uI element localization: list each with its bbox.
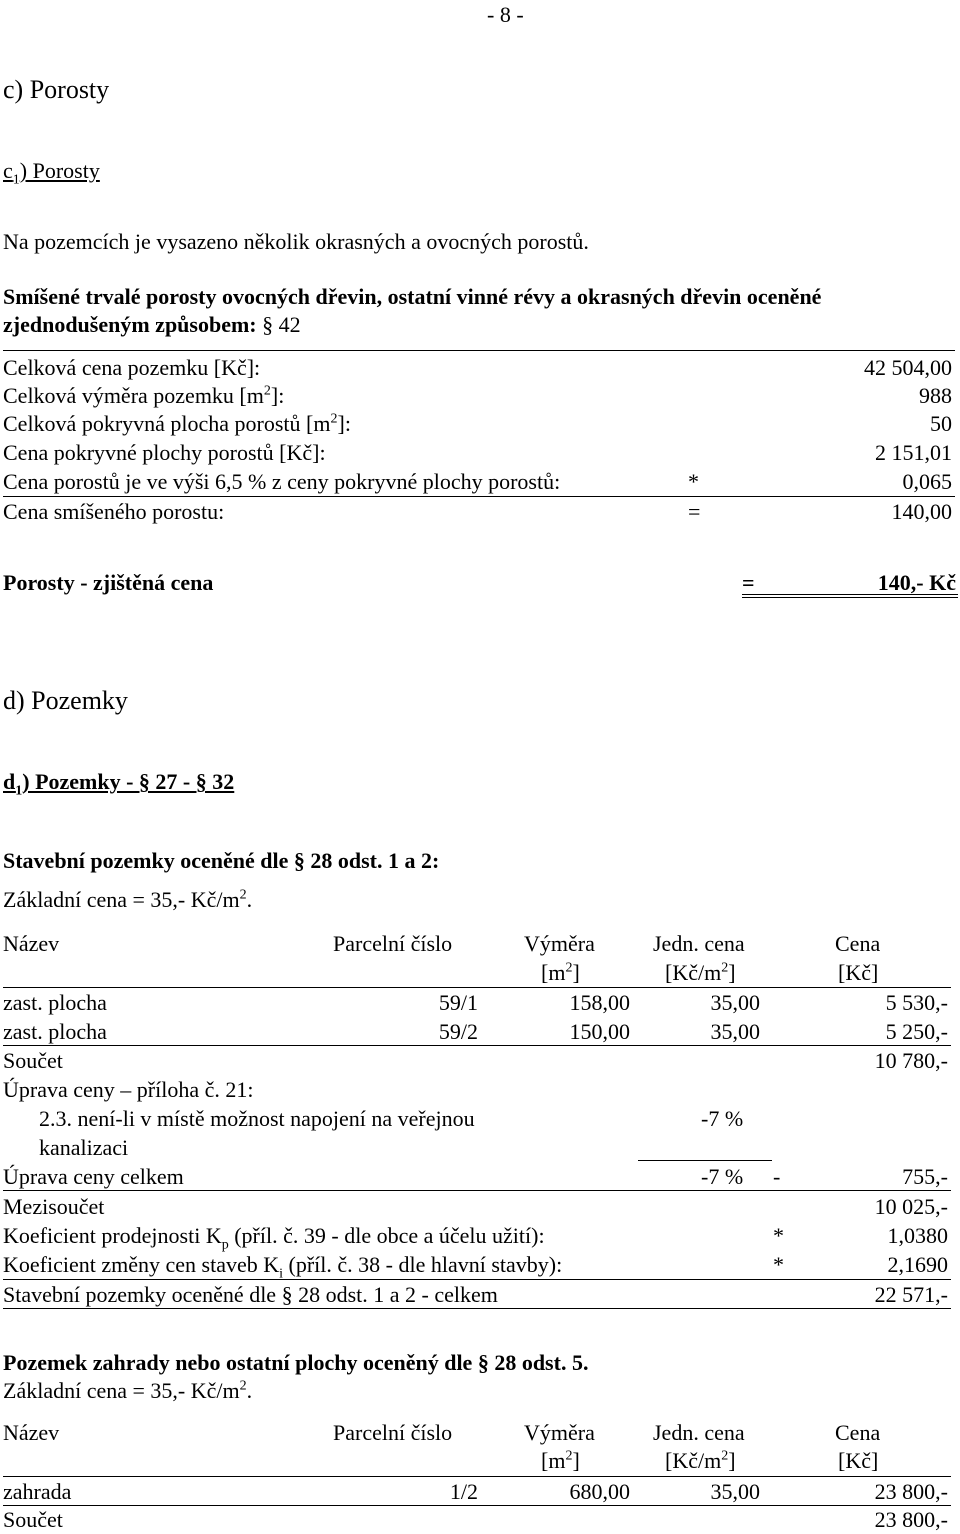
section-c1-heading: $c_1$) Porosty (3, 158, 100, 188)
zahrada-base-price: Základní cena = 35,- $Kč/m^2$. (3, 1378, 253, 1403)
column-header: Jedn. cena (653, 931, 745, 956)
result-underline (742, 597, 958, 598)
row-value: 50 (930, 411, 952, 436)
stavebni-total-value: 22 571,- (874, 1282, 948, 1307)
table-cell-price: 23 800,- (874, 1479, 948, 1504)
table-cell-name: zahrada (3, 1479, 72, 1504)
column-header: Název (3, 1420, 60, 1445)
table-cell-unit-price: 35,00 (710, 1019, 760, 1044)
table-cell-parcel: 1/2 (449, 1479, 478, 1504)
adjustment-total-value: 755,- (902, 1164, 948, 1189)
kp-value: 1,0380 (887, 1223, 948, 1248)
porosty-method-line1: Smíšené trvalé porosty ovocných dřevin, ostatní vinné révy a okrasných dřevin oceněné (3, 284, 822, 309)
column-unit: $[Kč/m^2]$ (665, 960, 736, 985)
row-value: 140,00 (891, 499, 952, 524)
sum-label: Součet (3, 1048, 63, 1073)
row-label: Cena porostů je ve výši 6,5 % z ceny pokryvné plochy porostů: (3, 469, 561, 494)
ki-label: Koeficient změny cen staveb $K_i$ (příl. č. 38 - dle hlavní stavby): (3, 1252, 563, 1282)
adjustment-title: Úprava ceny – příloha č. 21: (3, 1077, 254, 1102)
result-underline (742, 594, 958, 595)
row-label: Cena pokryvné plochy porostů [Kč]: (3, 440, 326, 465)
adjustment-item-value: -7 % (701, 1106, 744, 1131)
table-cell-area: 150,00 (569, 1019, 630, 1044)
divider (3, 1308, 951, 1309)
zahrada-title: Pozemek zahrady nebo ostatní plochy oceněný dle § 28 odst. 5. (3, 1350, 589, 1375)
table-cell-name: zast. plocha (3, 990, 107, 1015)
stavebni-title: Stavební pozemky oceněné dle § 28 odst. 1 a 2: (3, 848, 440, 873)
divider (3, 1505, 951, 1506)
porosty-result-label: Porosty - zjištěná cena (3, 570, 214, 595)
divider (638, 1160, 772, 1161)
porosty-method-line2: zjednodušeným způsobem: § 42 (3, 312, 301, 337)
table-cell-unit-price: 35,00 (710, 990, 760, 1015)
table-cell-parcel: 59/1 (438, 990, 478, 1015)
row-label: Celková pokryvná plocha porostů $[m^2]$: (3, 411, 351, 436)
porosty-result-value: 140,- Kč (877, 570, 956, 595)
column-header: Výměra (524, 931, 595, 956)
table-cell-parcel: 59/2 (438, 1019, 478, 1044)
adjustment-item-cont: kanalizaci (39, 1135, 129, 1160)
table-cell-name: zast. plocha (3, 1019, 107, 1044)
row-label: Cena smíšeného porostu: (3, 499, 225, 524)
row-value: 988 (919, 383, 952, 408)
divider (3, 1476, 951, 1477)
column-header: Cena (835, 931, 881, 956)
adjustment-total-op: - (773, 1164, 781, 1189)
row-operator: = (688, 499, 701, 524)
section-c-intro: Na pozemcích je vysazeno několik okrasných a ovocných porostů. (3, 229, 589, 254)
row-value: 2 151,01 (875, 440, 952, 465)
row-label: Celková cena pozemku [Kč]: (3, 355, 261, 380)
column-header: Výměra (524, 1420, 595, 1445)
table-cell-price: 5 530,- (885, 990, 948, 1015)
stavebni-total-label: Stavební pozemky oceněné dle § 28 odst. 1 a 2 - celkem (3, 1282, 498, 1307)
ki-value: 2,1690 (887, 1252, 948, 1277)
porosty-result-operator: = (742, 570, 755, 595)
stavebni-base-price: Základní cena = 35,- $Kč/m^2$. (3, 887, 253, 912)
page-number: - 8 - (487, 2, 524, 27)
sum-value: 10 780,- (874, 1048, 948, 1073)
row-operator: * (688, 469, 699, 494)
column-header: Jedn. cena (653, 1420, 745, 1445)
column-unit: $[m^2]$ (541, 1448, 580, 1473)
divider (3, 987, 951, 988)
adjustment-item: 2.3. není-li v místě možnost napojení na veřejnou (39, 1106, 475, 1131)
divider (3, 1190, 951, 1191)
section-d-heading: d) Pozemky (3, 686, 128, 715)
subtotal-value: 10 025,- (874, 1194, 948, 1219)
divider (3, 496, 955, 497)
kp-operator: * (773, 1223, 784, 1248)
sum-value: 23 800,- (874, 1507, 948, 1532)
table-cell-price: 5 250,- (885, 1019, 948, 1044)
column-header: Název (3, 931, 60, 956)
row-label: Celková výměra pozemku $[m^2]$: (3, 383, 285, 408)
column-unit: $[Kč/m^2]$ (665, 1448, 736, 1473)
row-value: 42 504,00 (864, 355, 952, 380)
section-c-heading: c) Porosty (3, 75, 110, 104)
column-unit: $[m^2]$ (541, 960, 580, 985)
adjustment-total-pct: -7 % (701, 1164, 744, 1189)
column-unit: [Kč] (838, 1448, 879, 1473)
table-cell-area: 680,00 (569, 1479, 630, 1504)
column-header: Parcelní číslo (333, 931, 453, 956)
row-value: 0,065 (902, 469, 952, 494)
divider (3, 1279, 951, 1280)
table-cell-area: 158,00 (569, 990, 630, 1015)
divider (3, 1045, 951, 1046)
ki-operator: * (773, 1252, 784, 1277)
column-unit: [Kč] (838, 960, 879, 985)
column-header: Cena (835, 1420, 881, 1445)
section-d1-heading: $d_1$) Pozemky - § 27 - § 32 (3, 769, 235, 799)
column-header: Parcelní číslo (333, 1420, 453, 1445)
adjustment-total-label: Úprava ceny celkem (3, 1164, 184, 1189)
table-cell-unit-price: 35,00 (710, 1479, 760, 1504)
divider (3, 350, 955, 351)
subtotal-label: Mezisoučet (3, 1194, 105, 1219)
kp-label: Koeficient prodejnosti $K_p$ (příl. č. 39 - dle obce a účelu užití): (3, 1223, 545, 1253)
sum-label: Součet (3, 1507, 63, 1532)
